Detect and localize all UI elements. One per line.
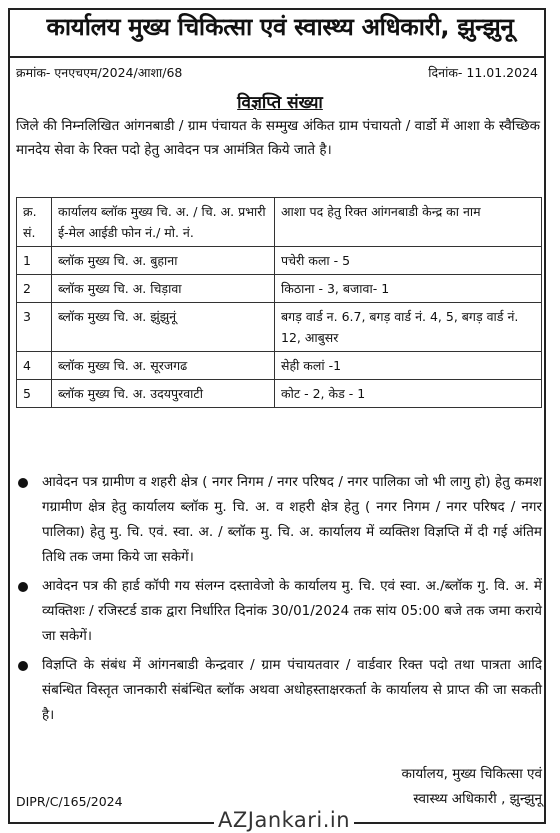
table-row bbox=[17, 352, 542, 380]
cell-serial: 5 bbox=[17, 380, 52, 408]
cell-anganwadi: पचेरी कला - 5 bbox=[275, 247, 542, 275]
cell-anganwadi: सेही कलां -1 bbox=[275, 352, 542, 380]
instruction-item bbox=[16, 470, 542, 570]
notice-heading: विज्ञप्ति संख्या bbox=[237, 93, 323, 113]
notice-intro: जिले की निम्नलिखित आंगनबाडी / ग्राम पंचायत के सम्मुख अंकित ग्राम पंचायतो / वार्डो में आशा के स्वैच्छिक मानदेय सेवा के रिक्त पदो हेतु आवेदन पत्र आमंत्रित किये जाते है। bbox=[16, 118, 540, 158]
table-row bbox=[17, 275, 542, 303]
header-serial: क्र. सं. bbox=[17, 198, 52, 247]
site-watermark: AZJankari.in bbox=[214, 808, 354, 832]
cell-anganwadi: किठाना - 3, बजावा- 1 bbox=[275, 275, 542, 303]
signature-line-1: कार्यालय, मुख्य चिकित्सा एवं bbox=[401, 766, 542, 782]
instruction-item bbox=[16, 574, 542, 649]
bullet-icon bbox=[18, 661, 28, 671]
instruction-text: आवेदन पत्र ग्रामीण व शहरी क्षेत्र ( नगर निगम / नगर परिषद / नगर पालिका जो भी लागु हो) हेतु कमश गग्रामीण क्षेत्र हेतु कार्यालय ब्लॉक मु. चि. अ. व शहरी क्षेत्र हेतु ( नगर निगम / नगर परिषद / नगर पालिका) हेतु मु. चि. एवं. स्वा. अ. / ब्लॉक मु. चि. अ. कार्यालय में व्यक्तिश विज्ञप्ति में दी गई अंतिम तिथि तक जमा किये जा सकेगें। bbox=[42, 474, 542, 565]
instructions-list bbox=[16, 470, 542, 732]
table-row bbox=[17, 303, 542, 352]
vacancy-table bbox=[16, 197, 542, 408]
cell-serial: 2 bbox=[17, 275, 52, 303]
cell-office: ब्लॉक मुख्य चि. अ. सूरजगढ bbox=[52, 352, 275, 380]
dipr-number: DIPR/C/165/2024 bbox=[16, 794, 123, 809]
header-office: कार्यालय ब्लॉक मुख्य चि. अ. / चि. अ. प्रभारी ई-मेल आईडी फोन नं./ मो. नं. bbox=[52, 198, 275, 247]
cell-serial: 4 bbox=[17, 352, 52, 380]
title-divider bbox=[8, 56, 546, 58]
table-header-row bbox=[17, 198, 542, 247]
instruction-item bbox=[16, 653, 542, 728]
cell-office: ब्लॉक मुख्य चि. अ. झुंझुनूं bbox=[52, 303, 275, 352]
signature-block bbox=[401, 762, 542, 812]
bullet-icon bbox=[18, 478, 28, 488]
cell-office: ब्लॉक मुख्य चि. अ. बुहाना bbox=[52, 247, 275, 275]
cell-serial: 1 bbox=[17, 247, 52, 275]
header-anganwadi: आशा पद हेतु रिक्त आंगनबाडी केन्द्र का नाम bbox=[275, 198, 542, 247]
office-title: कार्यालय मुख्य चिकित्सा एवं स्वास्थ्य अधिकारी, झुन्झुनू bbox=[46, 13, 514, 41]
reference-number: क्रमांक- एनएचएम/2024/आशा/68 bbox=[16, 65, 183, 80]
cell-serial: 3 bbox=[17, 303, 52, 352]
table-row bbox=[17, 380, 542, 408]
cell-anganwadi: कोट - 2, केड - 1 bbox=[275, 380, 542, 408]
cell-office: ब्लॉक मुख्य चि. अ. चिड़ावा bbox=[52, 275, 275, 303]
cell-office: ब्लॉक मुख्य चि. अ. उदयपुरवाटी bbox=[52, 380, 275, 408]
instruction-text: आवेदन पत्र की हार्ड कॉपी गय संलग्न दस्तावेजो के कार्यालय मु. चि. एवं स्वा. अ./ब्लॉक गु. वि. अ. में व्यक्तिशः / रजिस्टर्ड डाक द्वारा निर्धारित दिनांक 30/01/2024 तक सांय 05:00 बजे तक जमा कराये जा सकेगें। bbox=[42, 578, 542, 644]
bullet-icon bbox=[18, 582, 28, 592]
signature-line-2: स्वास्थ्य अधिकारी , झुन्झुनू bbox=[413, 791, 542, 807]
instruction-text: विज्ञप्ति के संबंध में आंगनबाडी केन्द्रवार / ग्राम पंचायतवार / वार्डवार रिक्त पदो तथा पात्रता आदि संबन्धित विस्तृत जानकारी संबंन्धित ब्लॉक अथवा अधोहस्ताक्षरकर्ता के कार्यालय से प्राप्त की जा सकती है। bbox=[42, 657, 542, 723]
issue-date: दिनांक- 11.01.2024 bbox=[428, 65, 538, 80]
cell-anganwadi: बगड़ वार्ड न. 6.7, बगड़ वार्ड नं. 4, 5, बगड़ वार्ड नं. 12, आबुसर bbox=[275, 303, 542, 352]
table-row bbox=[17, 247, 542, 275]
